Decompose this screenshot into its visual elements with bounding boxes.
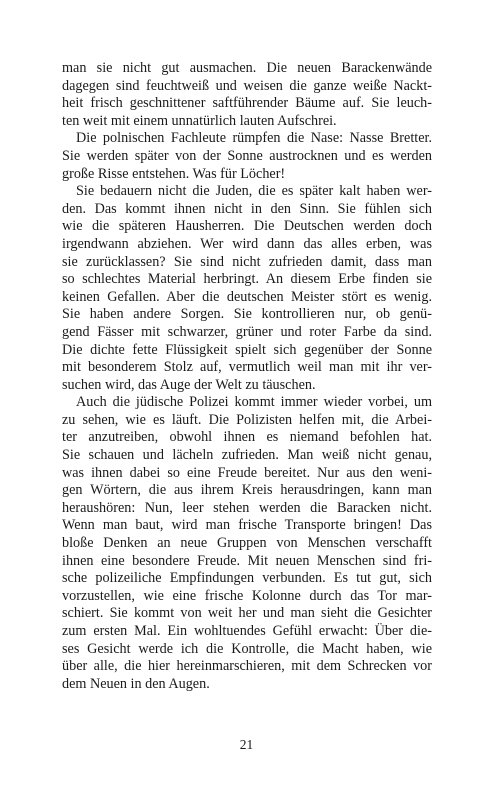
text-line: irgendwann abziehen. Wer wird dann das alles erben, was bbox=[62, 235, 432, 252]
text-line: was ihnen dabei so eine Freude bereitet. Nur aus den weni- bbox=[62, 464, 432, 481]
text-line: so schlechtes Material herbringt. An diesem Erbe finden sie bbox=[62, 271, 432, 288]
text-line: heit frisch geschnittener saftführender Bäume auf. Sie leuch- bbox=[62, 95, 432, 112]
text-line: sie zurücklassen? Sie sind nicht zufrieden damit, dass man bbox=[62, 253, 432, 270]
text-line: dem Neuen in den Augen. bbox=[62, 675, 210, 692]
page-number: 21 bbox=[239, 737, 254, 752]
text-line: zum ersten Mal. Ein wohltuendes Gefühl erwacht: Über die- bbox=[62, 623, 432, 639]
text-line: den. Das kommt ihnen nicht in den Sinn. Sie fühlen sich bbox=[62, 200, 432, 217]
text-line: Sie haben andere Sorgen. Sie kontrollieren nur, ob genü- bbox=[62, 306, 432, 323]
text-line: Sie werden später von der Sonne austrocknen und es werden bbox=[62, 147, 432, 164]
text-line: gend Fässer mit schwarzer, grüner und roter Farbe da sind. bbox=[62, 323, 432, 340]
text-line: Sie schauen und lächeln zufrieden. Man weiß nicht genau, bbox=[62, 447, 432, 464]
text-line: Auch die jüdische Polizei kommt immer wieder vorbei, um bbox=[76, 394, 432, 411]
text-line: gen Wörtern, die aus ihrem Kreis herausdringen, kann man bbox=[62, 482, 432, 499]
text-line: ihnen eine besondere Freude. Mit neuen Menschen sind fri- bbox=[62, 552, 432, 569]
text-line: dagegen sind feuchtweiß und weisen die ganze weiße Nackt- bbox=[62, 77, 432, 94]
text-line: Die polnischen Fachleute rümpfen die Nase: Nasse Bretter. bbox=[76, 130, 432, 147]
text-line: suchen wird, das Auge der Welt zu täuschen. bbox=[62, 376, 316, 393]
text-line: Die dichte fette Flüssigkeit spielt sich gegenüber der Sonne bbox=[62, 341, 432, 358]
text-line: zu sehen, wie es läuft. Die Polizisten helfen mit, die Arbei- bbox=[62, 411, 432, 428]
text-line: Sie bedauern nicht die Juden, die es später kalt haben wer- bbox=[76, 183, 432, 200]
text-line: ten weit mit einem unnatürlich lauten Aufschrei. bbox=[62, 112, 337, 129]
text-line: über alle, die hier hereinmarschieren, mit dem Schrecken vor bbox=[62, 658, 432, 675]
text-line: wie die späteren Hausherren. Die Deutschen werden doch bbox=[62, 218, 432, 235]
text-line: ses Gesicht werde ich die Kontrolle, die Macht haben, wie bbox=[62, 640, 432, 657]
text-line: sche polizeiliche Empfindungen verbunden. Es tut gut, sich bbox=[62, 570, 432, 587]
text-line: mit besonderem Stolz auf, vermutlich weil man mit ihr ver- bbox=[62, 359, 432, 376]
text-line: schiert. Sie kommt von weit her und man sieht die Gesichter bbox=[62, 605, 432, 622]
text-line: keinen Gefallen. Aber die deutschen Meister stört es wenig. bbox=[62, 288, 432, 305]
text-line: bloße Denken an neue Gruppen von Menschen verschafft bbox=[62, 535, 432, 552]
body-text bbox=[62, 60, 432, 693]
text-line: heraushören: Nun, leer stehen werden die Baracken nicht. bbox=[62, 499, 432, 516]
text-line: Wenn man baut, wird man frische Transporte bringen! Das bbox=[62, 517, 432, 534]
text-line: große Risse entstehen. Was für Löcher! bbox=[62, 165, 286, 182]
text-line: man sie nicht gut ausmachen. Die neuen Barackenwände bbox=[62, 60, 432, 76]
text-line: ter anzutreiben, obwohl ihnen es niemand befohlen hat. bbox=[62, 429, 432, 446]
text-line: vorzustellen, wie eine frische Kolonne durch das Tor mar- bbox=[62, 587, 432, 604]
